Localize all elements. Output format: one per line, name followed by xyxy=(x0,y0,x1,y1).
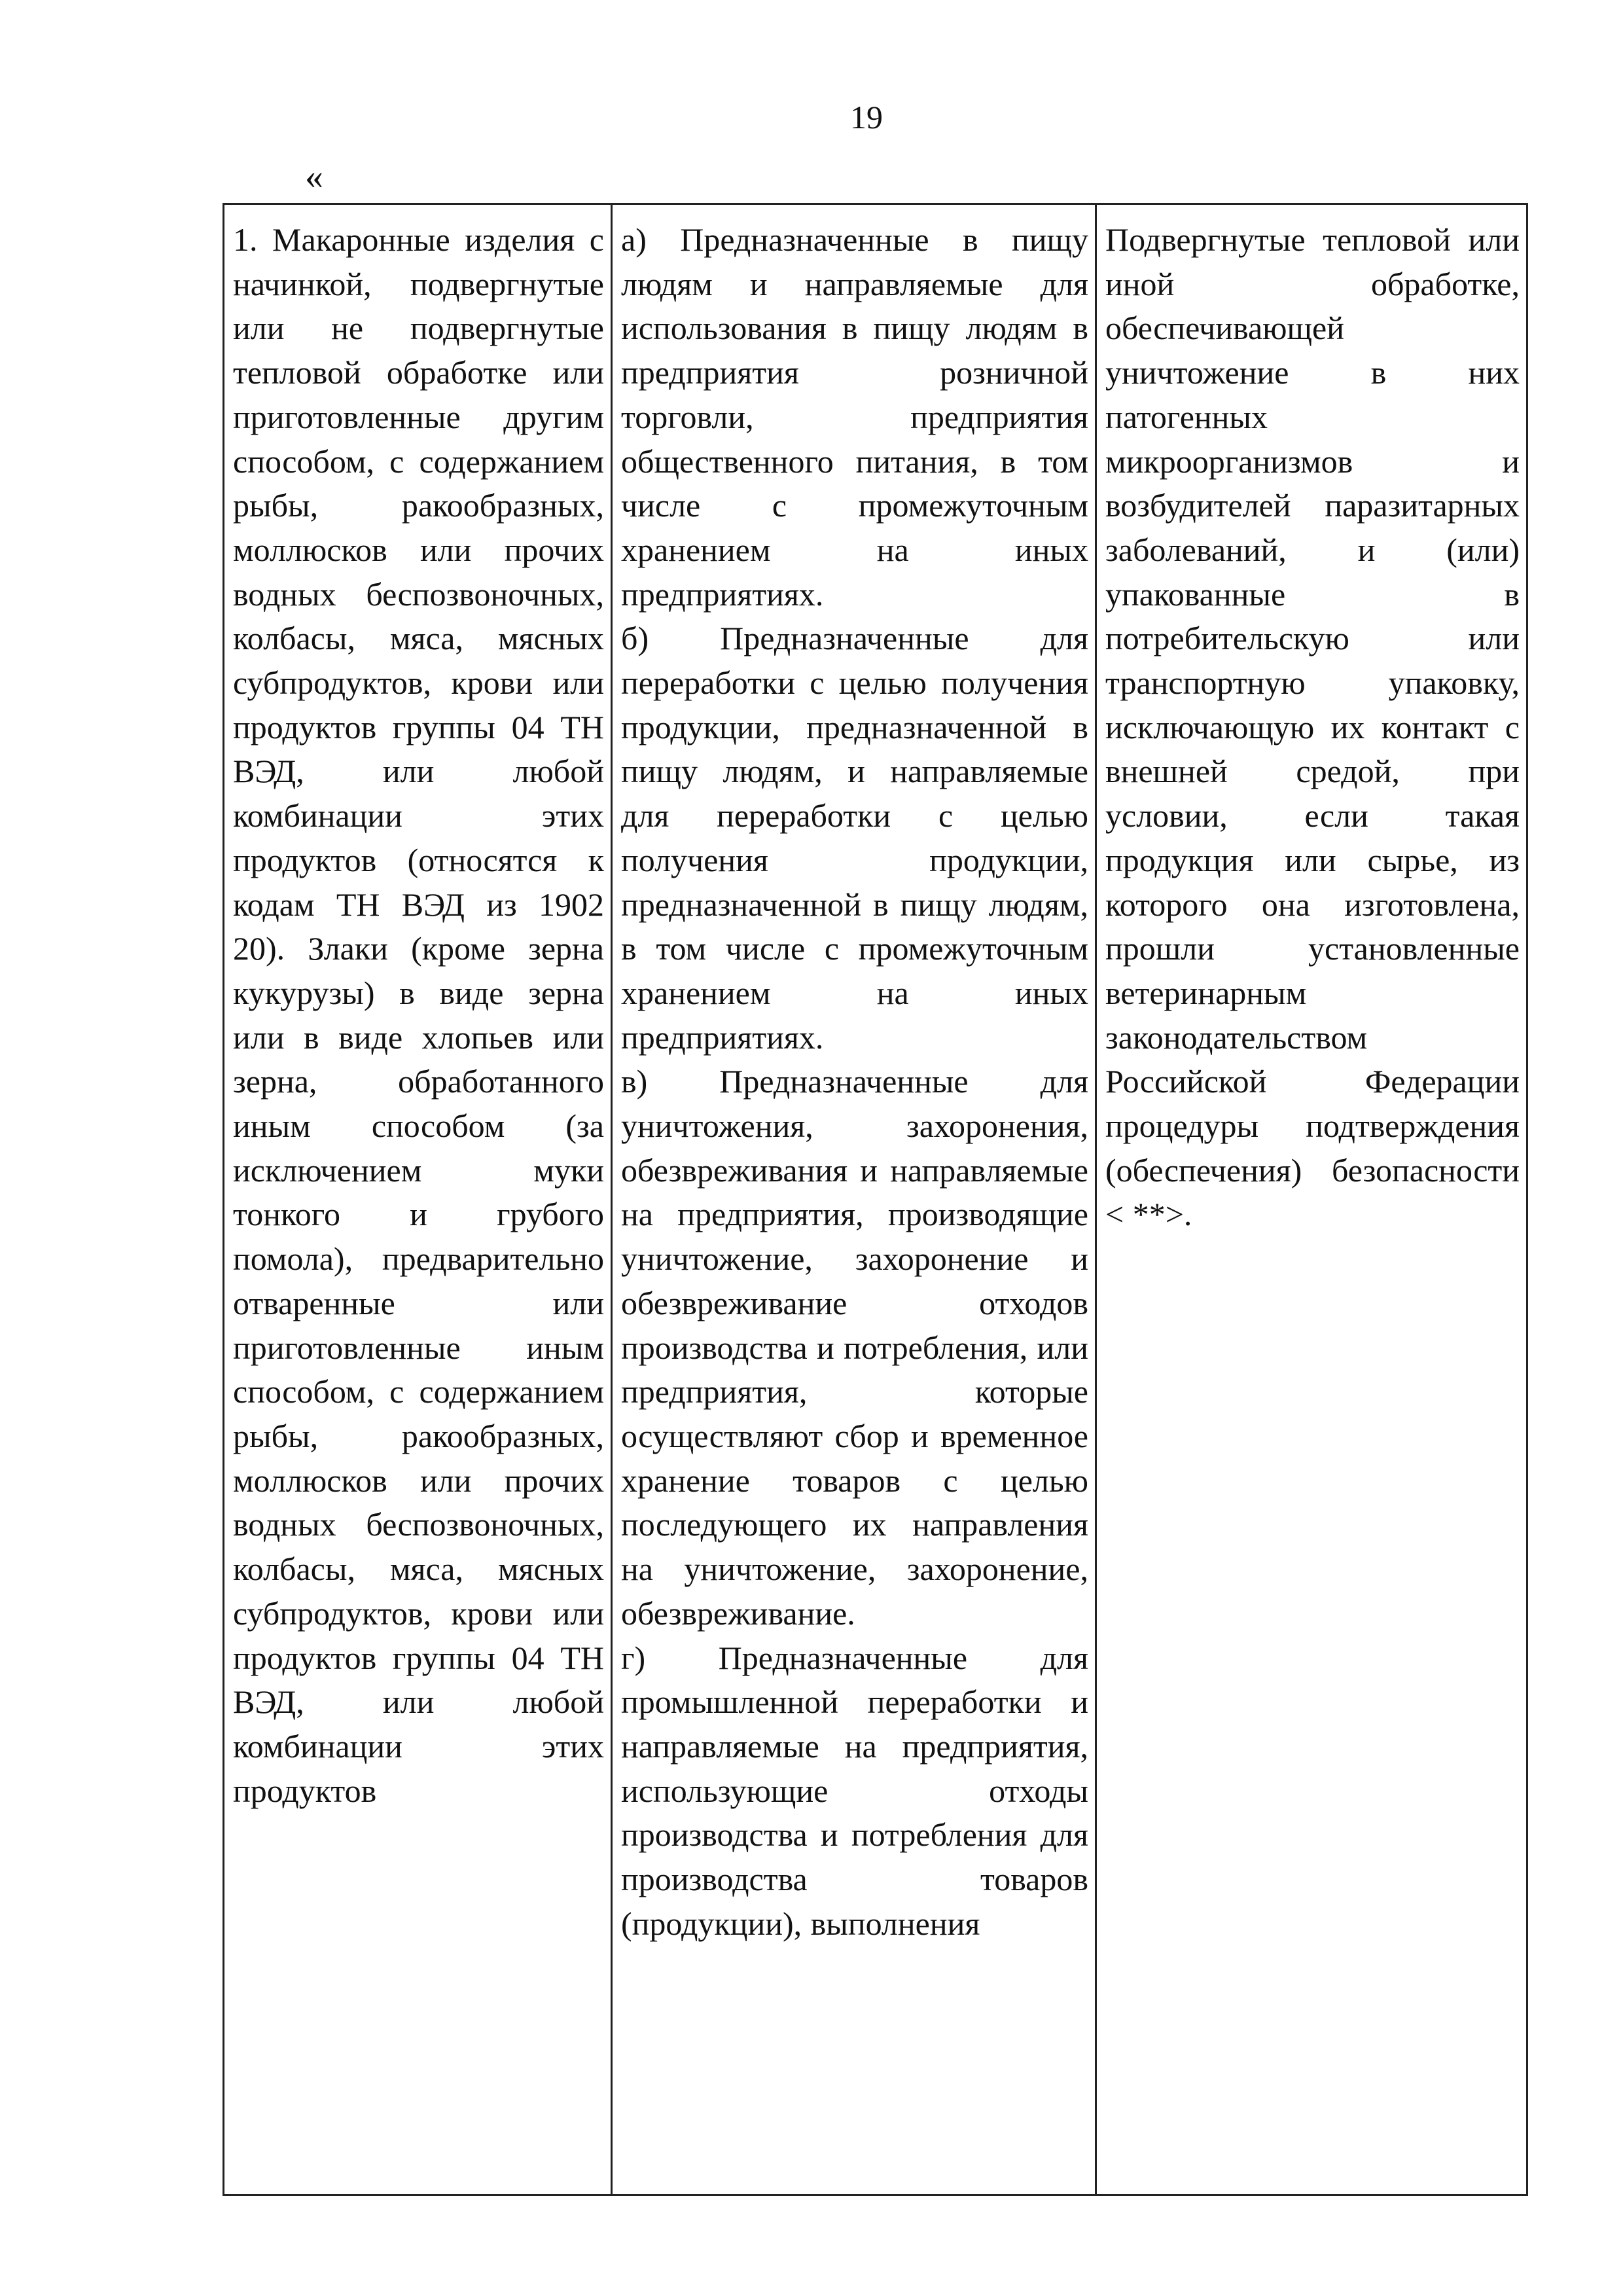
regulation-table xyxy=(223,203,1528,2196)
purpose-item-b: б) Предназначенные для переработки с целью получения продукции, предназначенной в пищу людям, и направляемые для переработки с целью получения продукции, предназначенной в пищу людям, в том числе с промежуточным хранением на иных предприятиях. xyxy=(621,620,1088,1056)
purpose-item-a: а) Предназначенные в пищу людям и направляемые для использования в пищу людям в предприятия розничной торговли, предприятия общественного питания, в том числе с промежуточным хранением на иных предприятиях. xyxy=(621,221,1088,613)
purpose-item-v: в) Предназначенные для уничтожения, захоронения, обезвреживания и направляемые на предприятия, производящие уничтожение, захоронение и обезвреживание отходов производства и потребления, или предприятия, которые осуществляют сбор и временное хранение товаров с целью последующего их направления на уничтожение, захоронение, обезвреживание. xyxy=(621,1063,1088,1632)
purpose-cell xyxy=(613,205,1097,2194)
product-description-text: 1. Макаронные изделия с начинкой, подвергнутые или не подвергнутые тепловой обработке или приготовленные другим способом, с содержанием рыбы, ракообразных, моллюсков или прочих водных беспозвоночных, колбасы, мяса, мясных субпродуктов, крови или продуктов группы 04 ТН ВЭД, или любой комбинации этих продуктов (относятся к кодам ТН ВЭД из 1902 20). Злаки (кроме зерна кукурузы) в виде зерна или в виде хлопьев или зерна, обработанного иным способом (за исключением муки тонкого и грубого помола), предварительно отваренные или приготовленные иным способом, с содержанием рыбы, ракообразных, моллюсков или прочих водных беспозвоночных, колбасы, мяса, мясных субпродуктов, крови или продуктов группы 04 ТН ВЭД, или любой комбинации этих продуктов xyxy=(233,221,604,1809)
conditions-cell xyxy=(1097,205,1526,2194)
product-description-cell xyxy=(224,205,613,2194)
conditions-text: Подвергнутые тепловой или иной обработке, обеспечивающей уничтожение в них патогенных микроорганизмов и возбудителей паразитарных заболеваний, и (или) упакованные в потребительскую или транспортную упаковку, исключающую их контакт с внешней средой, при условии, если такая продукция или сырье, из которого она изготовлена, прошли установленные ветеринарным законодательством Российской Федерации процедуры подтверждения (обеспечения) безопасности < **>. xyxy=(1105,221,1520,1233)
purpose-item-g: г) Предназначенные для промышленной переработки и направляемые на предприятия, использующие отходы производства и потребления для производства товаров (продукции), выполнения xyxy=(621,1639,1088,1942)
page-number: 19 xyxy=(850,99,883,135)
opening-quote-mark: « xyxy=(305,156,323,197)
